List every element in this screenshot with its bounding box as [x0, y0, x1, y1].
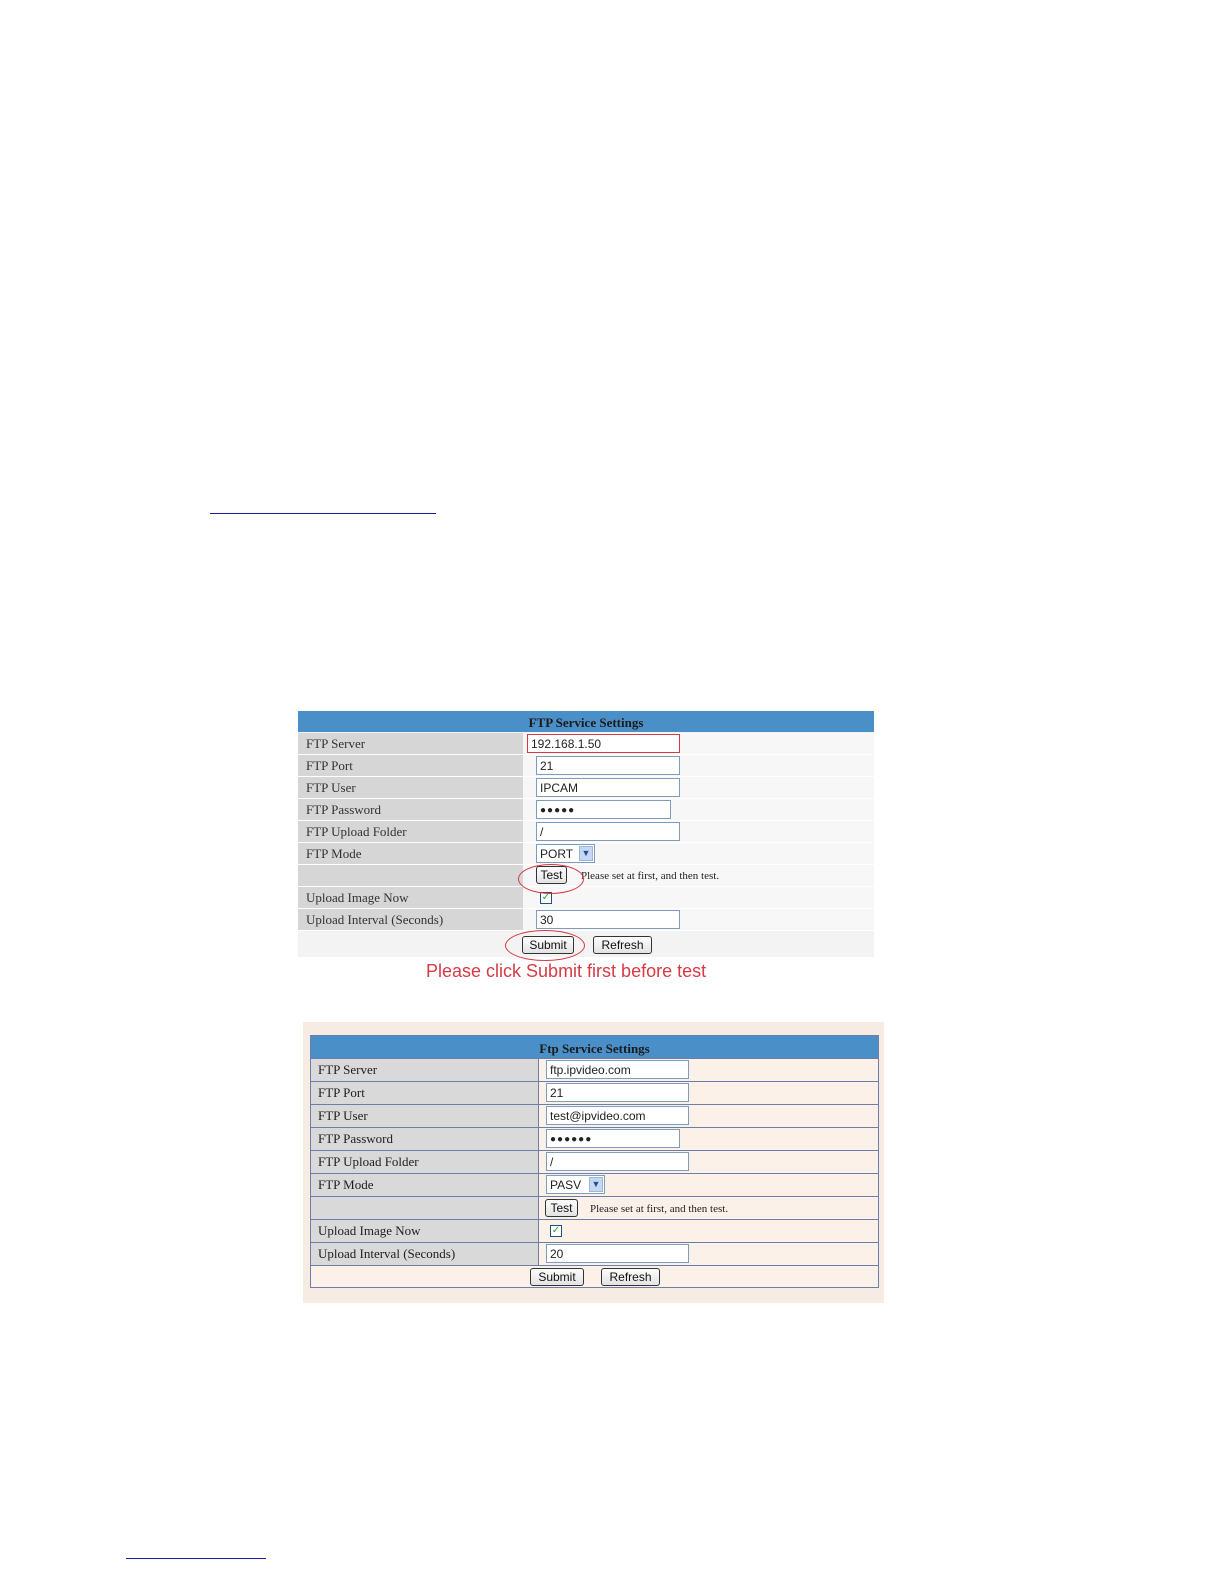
submit-first-annotation: Please click Submit first before test: [426, 961, 707, 981]
row-label: Upload Interval (Seconds): [311, 1243, 539, 1265]
ftp-user-input[interactable]: IPCAM: [536, 778, 680, 797]
row-label: FTP Upload Folder: [298, 821, 523, 842]
test-highlight-ellipse: [518, 864, 584, 894]
row-label: Upload Image Now: [298, 887, 523, 908]
refresh-button[interactable]: Refresh: [601, 1268, 660, 1286]
row-value-cell: [539, 1174, 878, 1196]
row-ftp-mode: [311, 1174, 878, 1197]
form-actions: [311, 1266, 878, 1287]
row-ftp-user: [298, 777, 874, 799]
row-value-cell: [539, 1128, 878, 1150]
ftp-user-input[interactable]: test@ipvideo.com: [546, 1106, 689, 1125]
row-value-cell: [539, 1243, 878, 1265]
row-test: [298, 865, 874, 887]
row-ftp-server: [311, 1059, 878, 1082]
row-label: Upload Interval (Seconds): [298, 909, 523, 930]
row-value-cell: [523, 799, 874, 820]
row-label: FTP User: [311, 1105, 539, 1127]
row-label-empty: [311, 1197, 539, 1219]
ftp-password-input[interactable]: ●●●●●●: [546, 1129, 680, 1148]
row-value-cell: [539, 1197, 878, 1219]
row-ftp-password: [298, 799, 874, 821]
row-ftp-port: [311, 1082, 878, 1105]
chevron-down-icon[interactable]: ▼: [589, 1177, 603, 1192]
ftp-server-input[interactable]: 192.168.1.50: [527, 734, 680, 753]
row-ftp-server: [298, 733, 874, 755]
row-label: FTP Port: [311, 1082, 539, 1104]
submit-highlight-ellipse: [505, 930, 585, 961]
row-ftp-password: [311, 1128, 878, 1151]
row-upload-image-now: [298, 887, 874, 909]
row-value-cell: [539, 1059, 878, 1081]
row-ftp-upload-folder: [311, 1151, 878, 1174]
submit-button[interactable]: Submit: [530, 1268, 584, 1286]
ftp-upload-folder-input[interactable]: /: [546, 1152, 689, 1171]
ftp-mode-select[interactable]: [536, 844, 595, 863]
row-label: FTP Server: [298, 733, 523, 754]
row-value-cell: [539, 1105, 878, 1127]
row-label: FTP Password: [311, 1128, 539, 1150]
row-upload-image-now: [311, 1220, 878, 1243]
test-hint: Please set at first, and then test.: [590, 1203, 729, 1215]
submit-button[interactable]: Submit: [522, 936, 574, 954]
row-value-cell: [523, 887, 874, 908]
row-upload-interval: [298, 909, 874, 931]
row-label: FTP User: [298, 777, 523, 798]
row-label: FTP Server: [311, 1059, 539, 1081]
test-button[interactable]: Test: [545, 1199, 578, 1217]
ftp-settings-panel-2: [310, 1035, 879, 1288]
row-value-cell: [523, 843, 874, 864]
row-label: FTP Upload Folder: [311, 1151, 539, 1173]
ftp-port-input[interactable]: 21: [546, 1083, 689, 1102]
row-ftp-mode: [298, 843, 874, 865]
row-ftp-port: [298, 755, 874, 777]
upload-image-now-checkbox[interactable]: ✓: [541, 892, 551, 903]
row-label-empty: [298, 865, 523, 886]
row-ftp-upload-folder: [298, 821, 874, 843]
upload-interval-input[interactable]: 30: [536, 910, 680, 929]
row-value-cell: [539, 1151, 878, 1173]
row-label: FTP Mode: [311, 1174, 539, 1196]
ftp-settings-panel-1: [298, 711, 874, 957]
panel-title: FTP Service Settings: [298, 711, 874, 732]
ftp-password-input[interactable]: ●●●●●: [536, 800, 671, 819]
chevron-down-icon[interactable]: ▼: [579, 846, 593, 861]
footnote-link-underline[interactable]: [126, 1558, 266, 1559]
ftp-mode-selected: PORT: [540, 847, 574, 861]
ftp-mode-selected: PASV: [550, 1178, 582, 1192]
upload-interval-input[interactable]: 20: [546, 1244, 689, 1263]
row-value-cell: [523, 733, 874, 754]
ftp-mode-select[interactable]: [546, 1175, 605, 1194]
row-label: FTP Password: [298, 799, 523, 820]
row-ftp-user: [311, 1105, 878, 1128]
upload-image-now-checkbox[interactable]: ✓: [551, 1225, 561, 1236]
ftp-upload-folder-input[interactable]: /: [536, 822, 680, 841]
ftp-port-input[interactable]: 21: [536, 756, 680, 775]
ftp-server-input[interactable]: ftp.ipvideo.com: [546, 1060, 689, 1079]
row-value-cell: [539, 1220, 878, 1242]
hyperlink-underline[interactable]: [210, 513, 436, 514]
row-label: Upload Image Now: [311, 1220, 539, 1242]
row-value-cell: [523, 821, 874, 842]
test-button[interactable]: Test: [536, 866, 567, 884]
row-value-cell: [523, 909, 874, 930]
row-label: FTP Port: [298, 755, 523, 776]
row-upload-interval: [311, 1243, 878, 1266]
test-hint: Please set at first, and then test.: [581, 870, 720, 882]
row-value-cell: [523, 755, 874, 776]
row-label: FTP Mode: [298, 843, 523, 864]
panel-title: Ftp Service Settings: [311, 1036, 878, 1059]
refresh-button[interactable]: Refresh: [593, 936, 652, 954]
row-value-cell: [523, 777, 874, 798]
row-test: [311, 1197, 878, 1220]
row-value-cell: [539, 1082, 878, 1104]
